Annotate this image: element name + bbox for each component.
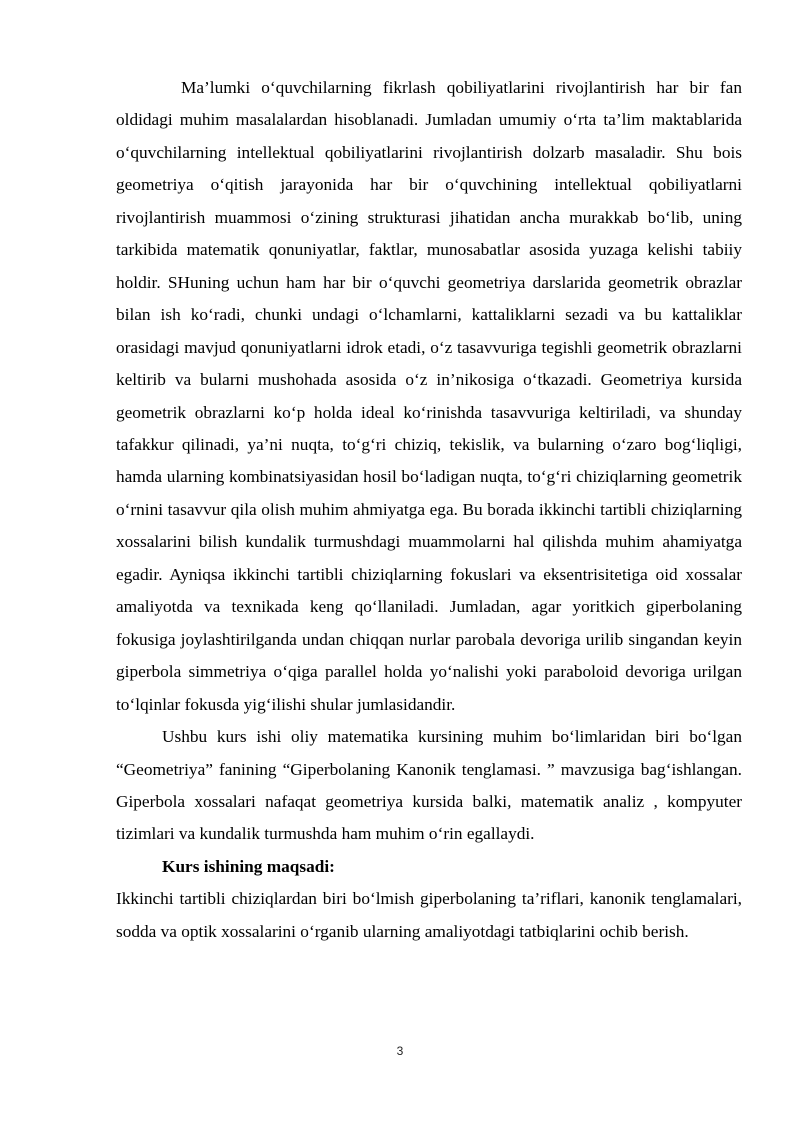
goal-heading: Kurs ishining maqsadi: [162,856,335,876]
intro-paragraph: Ma’lumki o‘quvchilarning fikrlash qobiliyatlarini rivojlantirish har bir fan oldidagi muhim masalalardan hisoblanadi. Jumladan umumiy o‘rta ta’lim maktablarida o‘quvchilarning intellektual qobiliyatlarini rivojlantirish dolzarb masaladir. Shu bois geometriya o‘qitish jarayonida har bir o‘quvchining intellektual qobiliyatlarni rivojlantirish muammosi o‘zining strukturasi jihatidan ancha murakkab bo‘lib, uning tarkibida matematik qonuniyatlar, faktlar, munosabatlar asosida yuzaga kelishi tabiiy holdir. SHuning uchun ham har bir o‘quvchi geometriya darslarida geometrik obrazlar bilan ish ko‘radi, chunki undagi o‘lchamlarni, kattaliklarni sezadi va bu kattaliklar orasidagi mavjud qonuniyatlarni idrok etadi, o‘z tasavvuriga tegishli geometrik obrazlarni keltirib va bularni mushohada asosida o‘z in’nikosiga o‘tkazadi. Geometriya kursida geometrik obrazlarni ko‘p holda ideal ko‘rinishda tasavvuriga keltiriladi, va shunday tafakkur qilinadi, ya’ni nuqta, to‘g‘ri chiziq, tekislik, va bularning o‘zaro bog‘liqligi, hamda ularning kombinatsiyasidan hosil bo‘ladigan nuqta, to‘g‘ri chiziqlarning geometrik o‘rnini tasavvur qila olish muhim ahmiyatga ega. Bu borada ikkinchi tartibli chiziqlarning xossalarini bilish kundalik turmushdagi muammolarni hal qilishda muhim ahamiyatga egadir. Ayniqsa ikkinchi tartibli chiziqlarning fokuslari va eksentrisitetiga oid xossalar amaliyotda va texnikada keng qo‘llaniladi. Jumladan, agar yoritkich giperbolaning fokusiga joylashtirilganda undan chiqqan nurlar parobala devoriga urilib singandan keyin giperbola simmetriya o‘qiga parallel holda yo‘nalishi yoki paraboloid devoriga urilgan to‘lqinlar fokusda yig‘ilishi shular jumlasidandir. [116,78,742,714]
topic-paragraph: Ushbu kurs ishi oliy matematika kursining muhim bo‘limlaridan biri bo‘lgan “Geometriya” fanining “Giperbolaning Kanonik tenglamasi. ” mavzusiga bag‘ishlangan. Giperbola xossalari nafaqat geometriya kursida balki, matematik analiz , kompyuter tizimlari va kundalik turmushda ham muhim o‘rin egallaydi. [116,727,742,844]
page-number: 3 [396,1044,404,1058]
goal-paragraph: Ikkinchi tartibli chiziqlardan biri bo‘lmish giperbolaning ta’riflari, kanonik tenglamalari, sodda va optik xossalarini o‘rganib ularning amaliyotdagi tatbiqlarini ochib berish. [116,889,742,941]
page-content [116,72,742,948]
